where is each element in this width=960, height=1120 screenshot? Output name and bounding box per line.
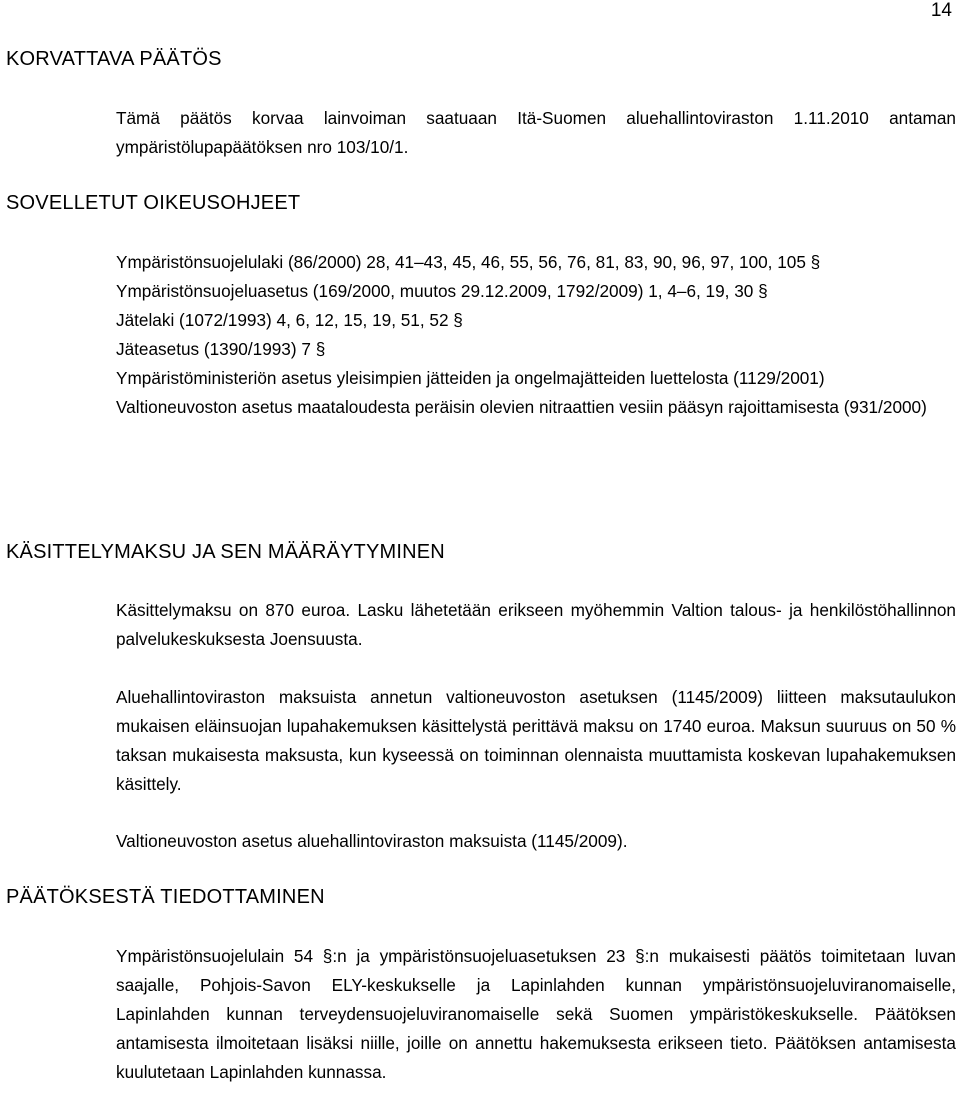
processing-fee-paragraph: Aluehallintoviraston maksuista annetun valtioneuvoston asetuksen (1145/2009) liitteen maksutaulukon mukaisen eläinsuojan lupahakemuksen käsittelystä perittävä maksu on 1740 euroa. Maksun suuruus on 50 % taksan mukaisesta maksusta, kun kyseessä on toiminnan olennaista muuttamista koskevan lupahakemuksen käsittely. (116, 687, 956, 794)
law-item: Ympäristönsuojeluasetus (169/2000, muutos 29.12.2009, 1792/2009) 1, 4–6, 19, 30 § (116, 281, 768, 301)
law-item: Jäteasetus (1390/1993) 7 § (116, 339, 326, 359)
processing-fee-paragraph: Valtioneuvoston asetus aluehallintoviraston maksuista (1145/2009). (116, 831, 628, 851)
heading-notification: PÄÄTÖKSESTÄ TIEDOTTAMINEN (6, 886, 325, 908)
law-item: Jätelaki (1072/1993) 4, 6, 12, 15, 19, 51, 52 § (116, 310, 463, 330)
heading-processing-fee: KÄSITTELYMAKSU JA SEN MÄÄRÄYTYMINEN (6, 541, 445, 563)
page-number: 14 (930, 0, 952, 21)
heading-applied-law: SOVELLETUT OIKEUSOHJEET (6, 192, 301, 214)
law-item: Ympäristönsuojelulaki (86/2000) 28, 41–43, 45, 46, 55, 56, 76, 81, 83, 90, 96, 97, 100, 105 § (116, 252, 821, 272)
applied-law-list (116, 248, 956, 422)
law-item: Ympäristöministeriön asetus yleisimpien jätteiden ja ongelmajätteiden luettelosta (1129/2001) (116, 368, 825, 388)
notification-text: Ympäristönsuojelulain 54 §:n ja ympäristönsuojeluasetuksen 23 §:n mukaisesti päätös toimitetaan luvan saajalle, Pohjois-Savon ELY-keskukselle ja Lapinlahden kunnan ympäristönsuojeluviranomaiselle, Lapinlahden kunnan terveydensuojeluviranomaiselle sekä Suomen ympäristökeskukselle. Päätöksen antamisesta ilmoitetaan lisäksi niille, joille on annettu hakemuksesta erikseen tieto. Päätöksen antamisesta kuulutetaan Lapinlahden kunnassa. (116, 946, 956, 1082)
heading-replacing-decision: KORVATTAVA PÄÄTÖS (6, 48, 222, 70)
replacing-decision-text: Tämä päätös korvaa lainvoiman saatuaan Itä-Suomen aluehallintoviraston 1.11.2010 antaman ympäristölupapäätöksen nro 103/10/1. (116, 108, 956, 157)
processing-fee-paragraph: Käsittelymaksu on 870 euroa. Lasku lähetetään erikseen myöhemmin Valtion talous- ja henkilöstöhallinnon palvelukeskuksesta Joensuusta. (116, 600, 956, 649)
law-item: Valtioneuvoston asetus maataloudesta peräisin olevien nitraattien vesiin pääsyn rajoittamisesta (931/2000) (116, 397, 927, 417)
